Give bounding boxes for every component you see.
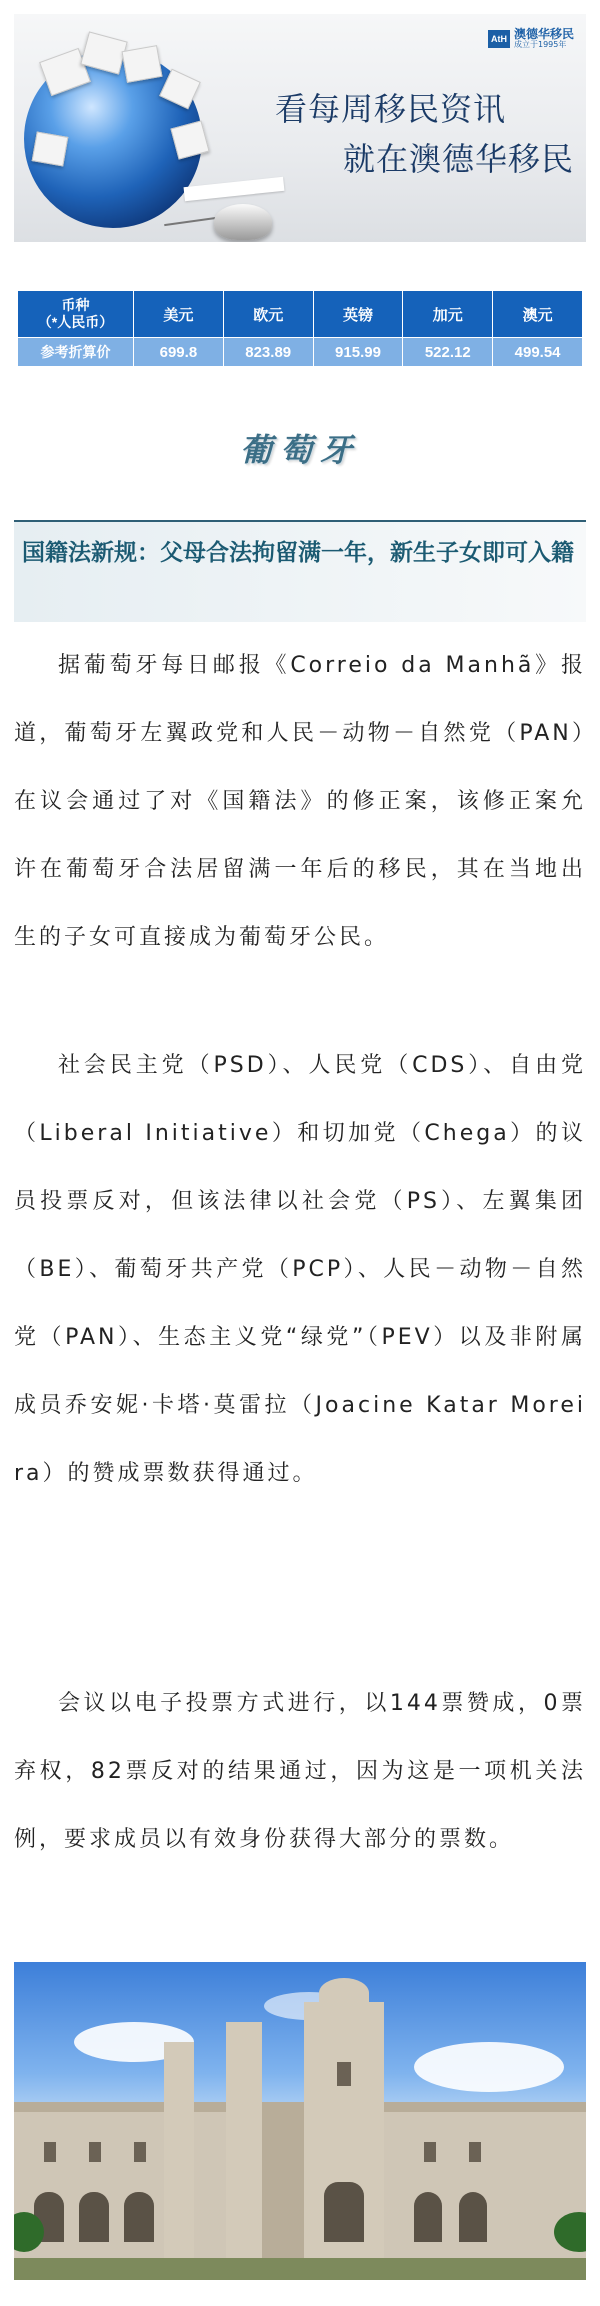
window (44, 2142, 56, 2162)
header-banner (14, 14, 586, 242)
window (469, 2142, 481, 2162)
rate-header-row (18, 291, 583, 338)
reference-rate-label: 参考折算价 (18, 338, 134, 367)
logo-name: 澳德华移民 (513, 27, 574, 41)
computer-mouse-image (214, 204, 272, 240)
puzzle-piece (32, 131, 69, 166)
currency-usd: 美元 (134, 291, 224, 338)
headline-text: 国籍法新规：父母合法拘留满一年，新生子女即可入籍 (22, 540, 574, 566)
arch (79, 2192, 109, 2242)
brand-logo (488, 28, 574, 50)
article-body (14, 632, 586, 1852)
paragraph-3: 会议以电子投票方式进行，以144票赞成，0票弃权，82票反对的结果通过，因为这是一项机关法例，要求成员以有效身份获得大部分的票数。 (14, 1691, 586, 1852)
paragraph-2: 社会民主党（PSD）、人民党（CDS）、自由党（Liberal Initiative）和切加党（Chega）的议员投票反对，但该法律以社会党（PS）、左翼集团（BE）、葡萄牙共产党（PCP）、人民－动物－自然党（PAN）、生态主义党“绿党”（PEV）以及非附属成员乔安妮·卡塔·莫雷拉（Joacine Katar Moreira）的赞成票数获得通过。 (14, 1053, 586, 1486)
puzzle-piece (121, 45, 162, 83)
spire-left (164, 2042, 194, 2262)
arch (124, 2192, 154, 2242)
ground (14, 2258, 586, 2280)
tower-dome (319, 1978, 369, 2008)
rate-gbp: 915.99 (313, 338, 403, 367)
spire-center (226, 2022, 262, 2262)
section-title: 葡萄牙 (239, 431, 360, 469)
exchange-rate-table (17, 290, 583, 367)
cloud (414, 2042, 564, 2092)
currency-cad: 加元 (403, 291, 493, 338)
window (337, 2062, 351, 2086)
currency-gbp: 英镑 (313, 291, 403, 338)
slogan-line-1: 看每周移民资讯 (274, 90, 506, 128)
logo-subtitle: 成立于1995年 (513, 40, 567, 49)
currency-header: 币种 （*人民币） (18, 291, 134, 338)
window (89, 2142, 101, 2162)
rate-usd: 699.8 (134, 338, 224, 367)
currency-eur: 欧元 (223, 291, 313, 338)
arch (324, 2182, 364, 2242)
logo-mark-icon: AtH (488, 30, 510, 48)
puzzle-piece (170, 120, 209, 159)
rate-cad: 522.12 (403, 338, 493, 367)
window (424, 2142, 436, 2162)
paragraph-1: 据葡萄牙每日邮报《Correio da Manhã》报道，葡萄牙左翼政党和人民－动物－自然党（PAN）在议会通过了对《国籍法》的修正案，该修正案允许在葡萄牙合法居留满一年后的移民，其在当地出生的子女可直接成为葡萄牙公民。 (14, 653, 586, 950)
rate-eur: 823.89 (223, 338, 313, 367)
slogan-line-2: 就在澳德华移民 (342, 140, 574, 178)
monastery-photo (14, 1962, 586, 2280)
rate-value-row (18, 338, 583, 367)
paper-sheet (184, 177, 285, 201)
article-headline (14, 520, 586, 622)
rate-aud: 499.54 (493, 338, 583, 367)
arch (459, 2192, 487, 2242)
window (134, 2142, 146, 2162)
currency-aud: 澳元 (493, 291, 583, 338)
arch (414, 2192, 442, 2242)
